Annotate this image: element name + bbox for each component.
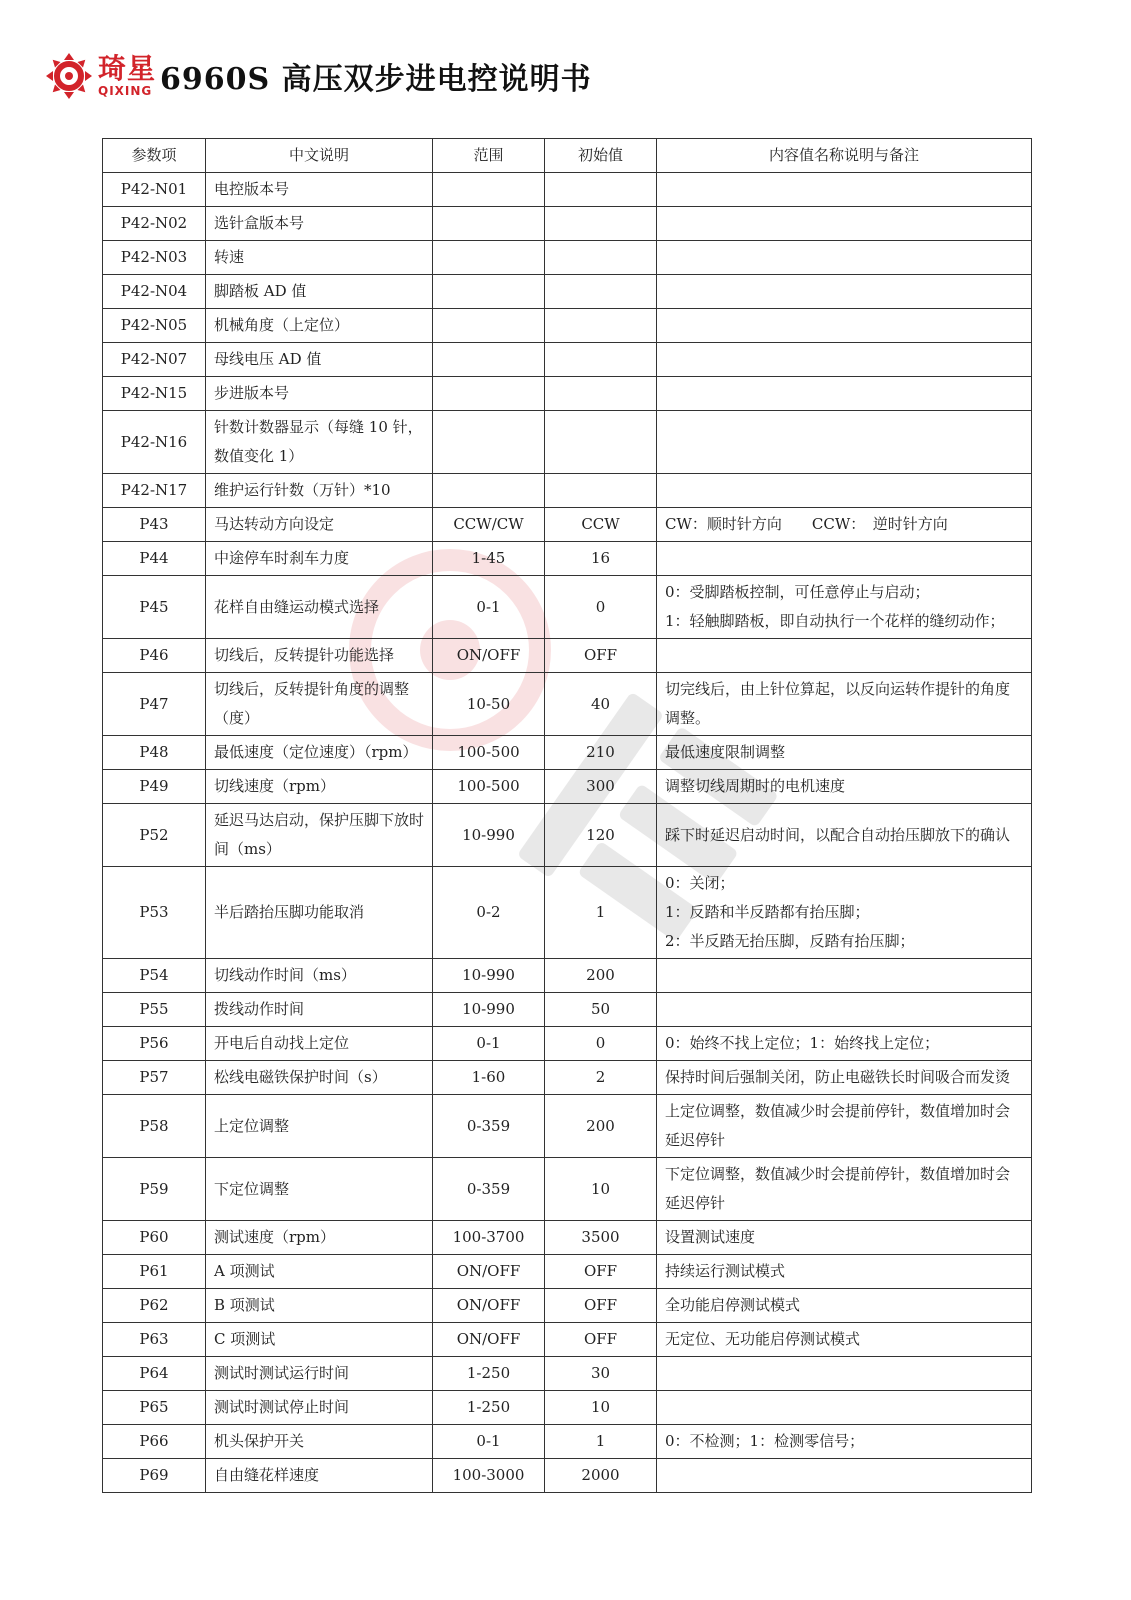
param-code-cell: P54	[103, 959, 206, 993]
param-notes-cell	[657, 173, 1032, 207]
note-line: 调整切线周期时的电机速度	[665, 777, 846, 795]
param-code-cell: P52	[103, 804, 206, 867]
param-notes-cell	[657, 993, 1032, 1027]
brand-name-cn: 琦星	[98, 52, 157, 85]
param-notes-cell	[657, 867, 1032, 959]
param-range-cell: 0-1	[433, 1027, 545, 1061]
param-desc-cell: 切线后，反转提针功能选择	[206, 639, 433, 673]
table-row	[103, 1289, 1032, 1323]
note-line: 设置测试速度	[665, 1228, 756, 1246]
qixing-logo-icon	[44, 51, 94, 101]
table-row	[103, 173, 1032, 207]
param-notes-cell	[657, 1289, 1032, 1323]
table-row	[103, 1095, 1032, 1158]
param-code-cell: P58	[103, 1095, 206, 1158]
param-code-cell: P42-N04	[103, 275, 206, 309]
param-code-cell: P69	[103, 1459, 206, 1493]
param-notes-cell	[657, 639, 1032, 673]
param-initial-cell	[545, 377, 657, 411]
table-row	[103, 309, 1032, 343]
param-desc-cell: 花样自由缝运动模式选择	[206, 576, 433, 639]
param-code-cell: P56	[103, 1027, 206, 1061]
header-notes: 内容值名称说明与备注	[657, 139, 1032, 173]
param-range-cell	[433, 411, 545, 474]
param-code-cell: P65	[103, 1391, 206, 1425]
param-notes-cell	[657, 1061, 1032, 1095]
table-row	[103, 1027, 1032, 1061]
param-desc-cell: C 项测试	[206, 1323, 433, 1357]
param-notes-cell	[657, 1357, 1032, 1391]
table-row	[103, 673, 1032, 736]
param-range-cell	[433, 173, 545, 207]
param-code-cell: P48	[103, 736, 206, 770]
param-code-cell: P44	[103, 542, 206, 576]
param-desc-cell: 脚踏板 AD 值	[206, 275, 433, 309]
param-range-cell	[433, 343, 545, 377]
param-range-cell	[433, 275, 545, 309]
param-range-cell	[433, 474, 545, 508]
param-notes-cell	[657, 1221, 1032, 1255]
param-desc-cell: 马达转动方向设定	[206, 508, 433, 542]
param-desc-cell: 电控版本号	[206, 173, 433, 207]
param-initial-cell	[545, 207, 657, 241]
param-initial-cell: 200	[545, 1095, 657, 1158]
param-range-cell: 10-990	[433, 993, 545, 1027]
table-row	[103, 804, 1032, 867]
param-code-cell: P60	[103, 1221, 206, 1255]
page-header	[44, 48, 592, 104]
note-line: 全功能启停测试模式	[665, 1296, 801, 1314]
param-desc-cell: 切线后，反转提针角度的调整（度）	[206, 673, 433, 736]
table-row	[103, 1391, 1032, 1425]
param-desc-cell: 机头保护开关	[206, 1425, 433, 1459]
param-initial-cell: CCW	[545, 508, 657, 542]
param-desc-cell: 开电后自动找上定位	[206, 1027, 433, 1061]
param-range-cell: 100-3000	[433, 1459, 545, 1493]
param-notes-cell	[657, 1255, 1032, 1289]
param-range-cell: ON/OFF	[433, 639, 545, 673]
param-range-cell: 10-50	[433, 673, 545, 736]
param-desc-cell: B 项测试	[206, 1289, 433, 1323]
note-line: 2：半反踏无抬压脚，反踏有抬压脚；	[665, 932, 915, 950]
param-desc-cell: 针数计数器显示（每缝 10 针，数值变化 1）	[206, 411, 433, 474]
param-desc-cell: 测试速度（rpm）	[206, 1221, 433, 1255]
table-row	[103, 639, 1032, 673]
param-notes-cell	[657, 275, 1032, 309]
header-desc: 中文说明	[206, 139, 433, 173]
param-code-cell: P62	[103, 1289, 206, 1323]
table-row	[103, 1255, 1032, 1289]
table-row	[103, 377, 1032, 411]
param-desc-cell: 切线速度（rpm）	[206, 770, 433, 804]
param-desc-cell: 半后踏抬压脚功能取消	[206, 867, 433, 959]
param-range-cell: 0-359	[433, 1095, 545, 1158]
note-line: 上定位调整，数值减少时会提前停针，数值增加时会延迟停针	[665, 1102, 1011, 1149]
note-line: 无定位、无功能启停测试模式	[665, 1330, 861, 1348]
param-range-cell: 1-250	[433, 1357, 545, 1391]
param-initial-cell: 16	[545, 542, 657, 576]
table-row	[103, 1221, 1032, 1255]
param-desc-cell: 机械角度（上定位）	[206, 309, 433, 343]
param-code-cell: P43	[103, 508, 206, 542]
note-line: 1：反踏和半反踏都有抬压脚；	[665, 903, 870, 921]
note-line: 0：始终不找上定位；1：始终找上定位；	[665, 1034, 940, 1052]
table-row	[103, 1357, 1032, 1391]
param-desc-cell: 中途停车时刹车力度	[206, 542, 433, 576]
param-notes-cell	[657, 207, 1032, 241]
param-code-cell: P42-N07	[103, 343, 206, 377]
param-notes-cell	[657, 673, 1032, 736]
param-initial-cell: 200	[545, 959, 657, 993]
table-row	[103, 474, 1032, 508]
param-initial-cell	[545, 343, 657, 377]
brand-name-en: QIXING	[98, 84, 153, 98]
param-notes-cell	[657, 542, 1032, 576]
param-notes-cell	[657, 1459, 1032, 1493]
param-desc-cell: 最低速度（定位速度）（rpm）	[206, 736, 433, 770]
param-notes-cell	[657, 1095, 1032, 1158]
table-row	[103, 411, 1032, 474]
param-initial-cell	[545, 309, 657, 343]
table-row	[103, 1158, 1032, 1221]
param-initial-cell: 0	[545, 576, 657, 639]
param-initial-cell: 3500	[545, 1221, 657, 1255]
param-initial-cell: 10	[545, 1391, 657, 1425]
table-row	[103, 207, 1032, 241]
param-range-cell	[433, 377, 545, 411]
param-desc-cell: 步进版本号	[206, 377, 433, 411]
param-range-cell: 10-990	[433, 959, 545, 993]
table-row	[103, 1061, 1032, 1095]
param-code-cell: P66	[103, 1425, 206, 1459]
param-range-cell: 100-500	[433, 770, 545, 804]
param-notes-cell	[657, 1391, 1032, 1425]
param-initial-cell: 30	[545, 1357, 657, 1391]
param-desc-cell: 延迟马达启动，保护压脚下放时间（ms）	[206, 804, 433, 867]
param-notes-cell	[657, 959, 1032, 993]
param-code-cell: P61	[103, 1255, 206, 1289]
param-notes-cell	[657, 736, 1032, 770]
table-row	[103, 576, 1032, 639]
param-code-cell: P63	[103, 1323, 206, 1357]
param-notes-cell	[657, 1323, 1032, 1357]
param-initial-cell: 40	[545, 673, 657, 736]
param-notes-cell	[657, 804, 1032, 867]
param-code-cell: P49	[103, 770, 206, 804]
param-notes-cell	[657, 576, 1032, 639]
param-range-cell: 1-60	[433, 1061, 545, 1095]
note-line: 持续运行测试模式	[665, 1262, 786, 1280]
param-initial-cell: 120	[545, 804, 657, 867]
param-desc-cell: 测试时测试运行时间	[206, 1357, 433, 1391]
param-code-cell: P46	[103, 639, 206, 673]
param-initial-cell: 1	[545, 1425, 657, 1459]
table-header-row	[103, 139, 1032, 173]
param-notes-cell	[657, 1425, 1032, 1459]
param-initial-cell	[545, 275, 657, 309]
param-code-cell: P55	[103, 993, 206, 1027]
param-initial-cell: 210	[545, 736, 657, 770]
param-initial-cell	[545, 474, 657, 508]
param-notes-cell	[657, 1158, 1032, 1221]
table-row	[103, 1323, 1032, 1357]
param-desc-cell: 下定位调整	[206, 1158, 433, 1221]
note-line: 0：关闭；	[665, 874, 735, 892]
param-code-cell: P42-N03	[103, 241, 206, 275]
param-range-cell: 0-359	[433, 1158, 545, 1221]
param-code-cell: P42-N15	[103, 377, 206, 411]
param-code-cell: P42-N17	[103, 474, 206, 508]
param-range-cell: 100-500	[433, 736, 545, 770]
param-code-cell: P42-N01	[103, 173, 206, 207]
param-range-cell: 0-1	[433, 576, 545, 639]
note-line: 1：轻触脚踏板，即自动执行一个花样的缝纫动作；	[665, 612, 1005, 630]
param-code-cell: P57	[103, 1061, 206, 1095]
header-initial: 初始值	[545, 139, 657, 173]
table-row	[103, 867, 1032, 959]
param-initial-cell	[545, 241, 657, 275]
param-range-cell: ON/OFF	[433, 1323, 545, 1357]
brand-wordmark	[98, 54, 156, 98]
param-range-cell: ON/OFF	[433, 1289, 545, 1323]
param-range-cell: ON/OFF	[433, 1255, 545, 1289]
param-initial-cell: 1	[545, 867, 657, 959]
table-row	[103, 993, 1032, 1027]
param-code-cell: P42-N05	[103, 309, 206, 343]
param-range-cell: 0-1	[433, 1425, 545, 1459]
table-row	[103, 542, 1032, 576]
param-notes-cell	[657, 309, 1032, 343]
param-notes-cell	[657, 411, 1032, 474]
param-notes-cell	[657, 241, 1032, 275]
param-initial-cell: 2	[545, 1061, 657, 1095]
param-range-cell: CCW/CW	[433, 508, 545, 542]
param-range-cell	[433, 207, 545, 241]
note-line: CW：顺时针方向 CCW： 逆时针方向	[665, 515, 948, 533]
param-range-cell: 0-2	[433, 867, 545, 959]
table-row	[103, 241, 1032, 275]
param-initial-cell: OFF	[545, 639, 657, 673]
param-desc-cell: 测试时测试停止时间	[206, 1391, 433, 1425]
param-initial-cell	[545, 411, 657, 474]
param-desc-cell: 切线动作时间（ms）	[206, 959, 433, 993]
header-range: 范围	[433, 139, 545, 173]
param-desc-cell: 松线电磁铁保护时间（s）	[206, 1061, 433, 1095]
table-row	[103, 959, 1032, 993]
note-line: 切完线后，由上针位算起，以反向运转作提针的角度调整。	[665, 680, 1011, 727]
table-row	[103, 343, 1032, 377]
param-notes-cell	[657, 343, 1032, 377]
note-line: 0：受脚踏板控制，可任意停止与启动；	[665, 583, 930, 601]
param-code-cell: P47	[103, 673, 206, 736]
param-initial-cell: 10	[545, 1158, 657, 1221]
table-body	[103, 173, 1032, 1493]
note-line: 0：不检测；1：检测零信号；	[665, 1432, 865, 1450]
param-code-cell: P45	[103, 576, 206, 639]
param-desc-cell: 转速	[206, 241, 433, 275]
param-code-cell: P42-N02	[103, 207, 206, 241]
param-initial-cell: 2000	[545, 1459, 657, 1493]
param-range-cell	[433, 241, 545, 275]
param-initial-cell: OFF	[545, 1323, 657, 1357]
param-range-cell: 1-45	[433, 542, 545, 576]
table-row	[103, 736, 1032, 770]
param-code-cell: P53	[103, 867, 206, 959]
note-line: 保持时间后强制关闭，防止电磁铁长时间吸合而发烫	[665, 1068, 1011, 1086]
param-desc-cell: 自由缝花样速度	[206, 1459, 433, 1493]
param-initial-cell: OFF	[545, 1289, 657, 1323]
param-initial-cell: 0	[545, 1027, 657, 1061]
table-row	[103, 275, 1032, 309]
note-line: 踩下时延迟启动时间，以配合自动抬压脚放下的确认	[665, 825, 1011, 844]
table-row	[103, 770, 1032, 804]
param-range-cell: 1-250	[433, 1391, 545, 1425]
param-range-cell: 100-3700	[433, 1221, 545, 1255]
table-row	[103, 1425, 1032, 1459]
param-notes-cell	[657, 508, 1032, 542]
param-notes-cell	[657, 1027, 1032, 1061]
table-row	[103, 508, 1032, 542]
table-row	[103, 1459, 1032, 1493]
param-range-cell: 10-990	[433, 804, 545, 867]
parameter-table	[102, 138, 1032, 1493]
param-initial-cell	[545, 173, 657, 207]
note-line: 下定位调整，数值减少时会提前停针，数值增加时会延迟停针	[665, 1165, 1011, 1212]
note-line: 最低速度限制调整	[665, 743, 786, 761]
header-param: 参数项	[103, 139, 206, 173]
param-notes-cell	[657, 474, 1032, 508]
param-desc-cell: 选针盒版本号	[206, 207, 433, 241]
param-initial-cell: OFF	[545, 1255, 657, 1289]
param-notes-cell	[657, 770, 1032, 804]
param-initial-cell: 300	[545, 770, 657, 804]
param-desc-cell: 维护运行针数（万针）*10	[206, 474, 433, 508]
param-code-cell: P42-N16	[103, 411, 206, 474]
param-desc-cell: 拨线动作时间	[206, 993, 433, 1027]
document-title: 6960S 高压双步进电控说明书	[160, 62, 592, 97]
param-desc-cell: 上定位调整	[206, 1095, 433, 1158]
param-desc-cell: A 项测试	[206, 1255, 433, 1289]
param-code-cell: P59	[103, 1158, 206, 1221]
param-notes-cell	[657, 377, 1032, 411]
param-initial-cell: 50	[545, 993, 657, 1027]
param-range-cell	[433, 309, 545, 343]
param-code-cell: P64	[103, 1357, 206, 1391]
param-desc-cell: 母线电压 AD 值	[206, 343, 433, 377]
